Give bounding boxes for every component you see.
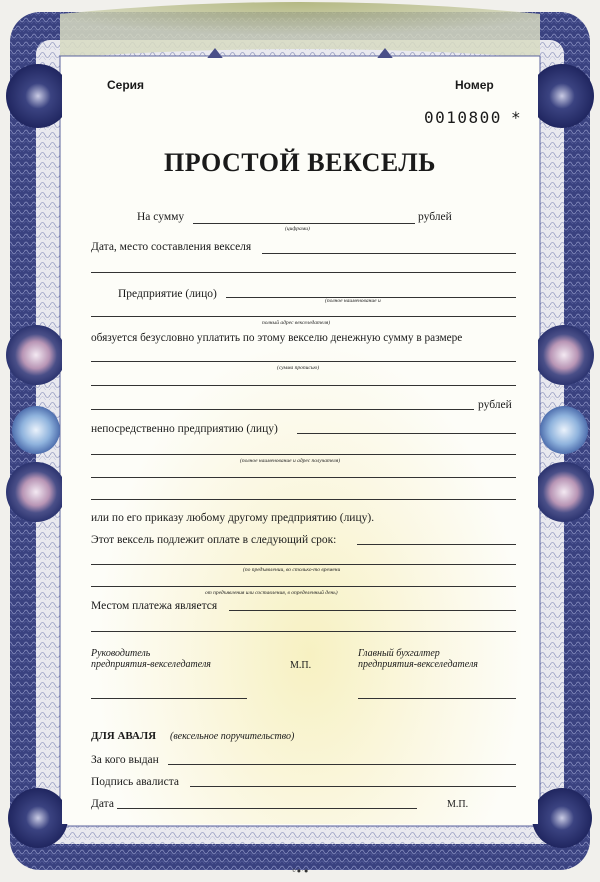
place-field-2[interactable]: [91, 631, 516, 632]
head-signature-line[interactable]: [91, 698, 247, 699]
for-whom-label: За кого выдан: [91, 754, 159, 766]
sum-label: На сумму: [137, 211, 185, 223]
document-title: ПРОСТОЙ ВЕКСЕЛЬ: [164, 148, 436, 177]
amount-words-field-2[interactable]: [91, 385, 516, 386]
amount-words-field-3[interactable]: [91, 409, 474, 410]
company-hint-2: полный адрес векселедателя): [262, 320, 331, 326]
term-hint-2: от предъявления или составления, в определенный день): [205, 590, 338, 596]
sum-unit: рублей: [418, 211, 452, 223]
date-place-field[interactable]: [262, 253, 516, 254]
place-label: Местом платежа является: [91, 600, 218, 612]
number-label: Номер: [455, 78, 494, 92]
sum-hint: (цифрами): [285, 226, 310, 232]
payee-field[interactable]: [297, 433, 516, 434]
aval-subtitle: (вексельное поручительство): [170, 731, 295, 742]
order-text: или по его приказу любому другому предприятию (лицу).: [91, 512, 375, 524]
obligation-text: обязуется безусловно уплатить по этому векселю денежную сумму в размере: [91, 332, 463, 344]
accountant-label-1: Главный бухгалтер: [358, 648, 440, 659]
accountant-label-2: предприятия-векселедателя: [358, 659, 478, 670]
stamp-place-1: М.П.: [290, 660, 312, 671]
series-label: Серия: [107, 78, 145, 92]
term-field-2[interactable]: [91, 564, 516, 565]
date-place-field-2[interactable]: [91, 272, 516, 273]
head-label-2: предприятия-векселедателя: [91, 659, 211, 670]
place-field[interactable]: [229, 610, 516, 611]
term-hint-1: (по предъявлении, во столько-то времени: [243, 567, 341, 573]
amount-unit: рублей: [478, 399, 512, 411]
aval-signature-label: Подпись авалиста: [91, 776, 179, 788]
aval-signature-field[interactable]: [190, 786, 516, 787]
serial-number: 0010800: [424, 108, 502, 127]
company-hint-1: (полное наименование и: [325, 298, 381, 304]
stamp-place-2: М.П.: [447, 799, 469, 810]
company-label: Предприятие (лицо): [118, 288, 217, 300]
aval-date-field[interactable]: [117, 808, 417, 809]
svg-text:© ● · ●: © ● · ●: [291, 868, 309, 873]
serial-mark: *: [511, 108, 523, 127]
accountant-signature-line[interactable]: [358, 698, 516, 699]
payee-field-3[interactable]: [91, 477, 516, 478]
payee-field-4[interactable]: [91, 499, 516, 500]
aval-title: ДЛЯ АВАЛЯ: [91, 730, 157, 742]
sum-field[interactable]: [193, 223, 415, 224]
date-place-label: Дата, место составления векселя: [91, 241, 252, 253]
head-label-1: Руководитель: [91, 648, 151, 659]
term-field-3[interactable]: [91, 586, 516, 587]
payee-field-2[interactable]: [91, 454, 516, 455]
payee-label: непосредственно предприятию (лицу): [91, 423, 278, 435]
amount-words-hint: (сумма прописью): [277, 365, 320, 371]
for-whom-field[interactable]: [168, 764, 516, 765]
term-field[interactable]: [357, 544, 516, 545]
amount-words-field[interactable]: [91, 361, 516, 362]
payee-hint: (полное наименование и адрес получателя): [240, 458, 341, 464]
aval-date-label: Дата: [91, 798, 114, 810]
company-field-2[interactable]: [91, 316, 516, 317]
term-label: Этот вексель подлежит оплате в следующий срок:: [91, 534, 337, 546]
